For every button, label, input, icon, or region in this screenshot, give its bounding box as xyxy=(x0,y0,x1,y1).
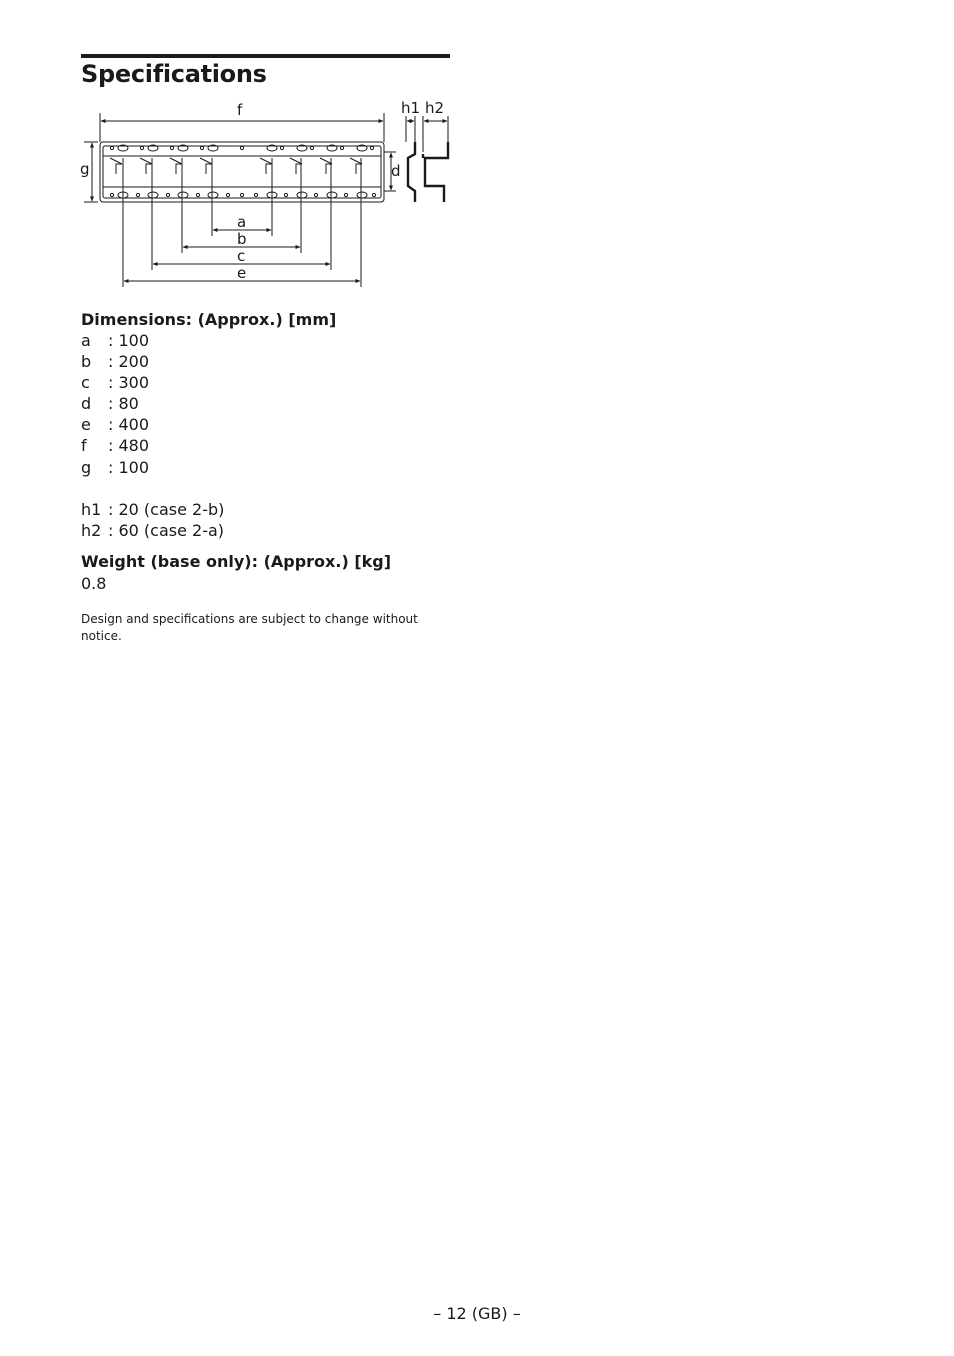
weight-value: 0.8 xyxy=(81,574,107,593)
list-item xyxy=(81,520,224,541)
list-item xyxy=(81,351,149,372)
dimension-key: a xyxy=(81,331,91,350)
dimension-value: : 60 (case 2-a) xyxy=(108,521,225,541)
dimension-value: : 200 xyxy=(108,352,150,372)
label-e: e xyxy=(237,264,247,282)
dimension-key: e xyxy=(81,415,91,435)
list-item xyxy=(81,330,149,351)
list-item xyxy=(81,457,149,478)
list-item xyxy=(81,499,224,520)
label-g: g xyxy=(80,160,90,178)
dimension-value: : 100 xyxy=(108,331,150,350)
dimension-value: : 480 xyxy=(108,436,150,456)
dimension-key: h2 xyxy=(81,521,102,541)
dimension-key: h1 xyxy=(81,500,102,519)
label-b: b xyxy=(237,230,247,248)
label-a: a xyxy=(237,213,247,231)
dimensions-heading: Dimensions: (Approx.) [mm] xyxy=(81,310,337,329)
disclaimer-note: Design and specifications are subject to change without notice. xyxy=(81,612,418,643)
dimension-value: : 100 xyxy=(108,457,150,477)
list-item xyxy=(81,393,149,414)
dimension-value: : 80 xyxy=(108,394,139,414)
label-f: f xyxy=(237,101,243,119)
dimension-key: c xyxy=(81,373,90,393)
dimension-value: : 20 (case 2-b) xyxy=(108,500,225,519)
page-number: – 12 (GB) – xyxy=(433,1304,521,1323)
label-h2: h2 xyxy=(425,99,445,117)
dimension-value: : 300 xyxy=(108,373,150,393)
list-item xyxy=(81,372,149,393)
dimension-key: f xyxy=(81,436,87,456)
label-d: d xyxy=(391,162,401,180)
weight-heading: Weight (base only): (Approx.) [kg] xyxy=(81,552,392,571)
dimension-key: d xyxy=(81,394,92,414)
dimensions-list xyxy=(81,330,149,478)
dimensions-extra-list xyxy=(81,499,224,541)
dimension-value: : 400 xyxy=(108,415,150,435)
page-title: Specifications xyxy=(81,60,267,88)
bracket-dimension-diagram xyxy=(78,96,454,288)
dimension-key: b xyxy=(81,352,92,372)
label-h1: h1 xyxy=(401,99,421,117)
dimension-key: g xyxy=(81,457,92,477)
list-item xyxy=(81,435,149,456)
label-c: c xyxy=(237,247,246,265)
list-item xyxy=(81,414,149,435)
